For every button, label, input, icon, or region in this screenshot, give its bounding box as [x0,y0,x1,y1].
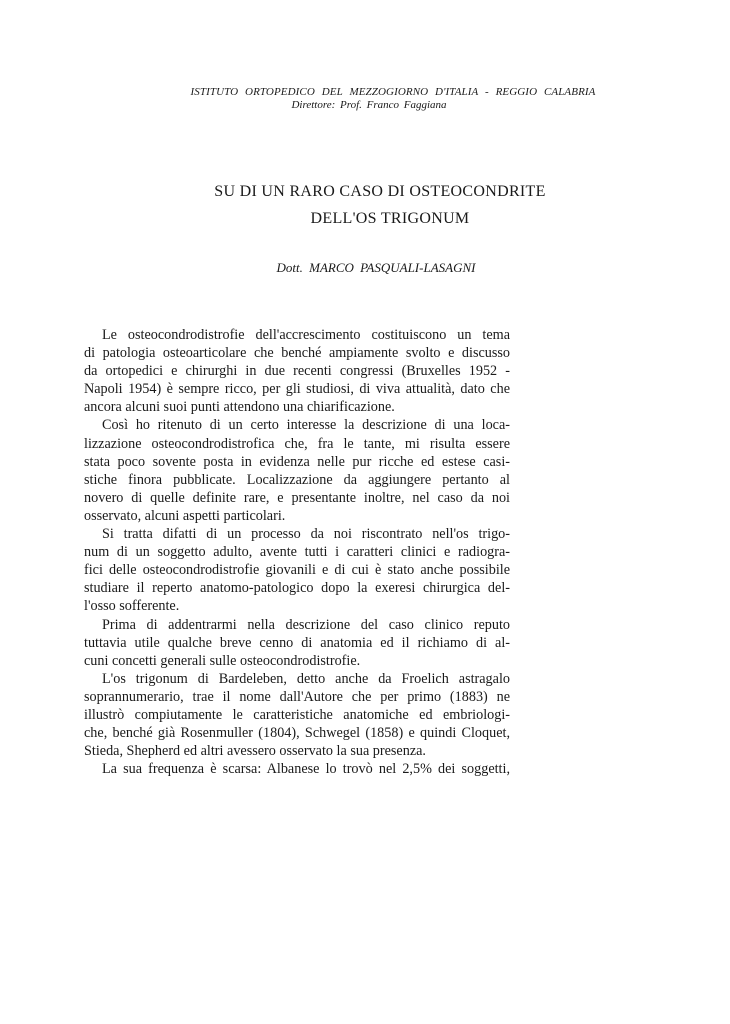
running-header [0,86,730,112]
text-line: Così ho ritenuto di un certo interesse la descrizione di una loca- [102,417,510,434]
text-line: lizzazione osteocondrodistrofica che, fra le tante, mi risulta essere [84,435,510,452]
text-line: stiche finora pubblicate. Localizzazione da aggiungere pertanto al [84,471,510,488]
text-line: Le osteocondrodistrofie dell'accrescimento costituiscono un tema [102,327,510,343]
paragraph [84,416,510,525]
text-line: novero di quelle definite rare, e presentante inoltre, nel caso da noi [84,489,510,506]
text-line: illustrò compiutamente le caratteristiche anatomiche ed embriologi- [84,706,510,723]
text-line: l'osso sofferente. [84,598,180,615]
text-line: da ortopedici e chirurghi in due recenti congressi (Bruxelles 1952 - [84,363,510,380]
text-line: osservato, alcuni aspetti particolari. [84,507,286,524]
text-line: tuttavia utile qualche breve cenno di anatomia ed il richiamo di al- [84,634,510,651]
text-line: fici delle osteocondrodistrofie giovanili e di cui è stato anche possibile [84,562,510,579]
title-line-2: DELL'OS TRIGONUM [310,210,470,227]
director-line: Direttore: Prof. Franco Faggiana [291,99,447,111]
text-line: stata poco sovente posta in evidenza nelle pur ricche ed estese casi- [84,453,510,470]
text-line: di patologia osteoarticolare che benché ampiamente svolto e discusso [84,345,510,362]
article-title [0,178,730,232]
text-line: ancora alcuni suoi punti attendono una chiarificazione. [84,399,395,416]
text-line: La sua frequenza è scarsa: Albanese lo trovò nel 2,5% dei soggetti, [102,761,510,778]
title-line-1: SU DI UN RARO CASO DI OSTEOCONDRITE [214,183,546,200]
text-line: Napoli 1954) è sempre ricco, per gli studiosi, di viva attualità, dato che [84,381,510,398]
institute-name: ISTITUTO ORTOPEDICO DEL MEZZOGIORNO D'ITALIA - REGGIO CALABRIA [190,86,596,98]
text-line: Stieda, Shepherd ed altri avessero osservato la sua presenza. [84,743,426,760]
text-line: num di un soggetto adulto, avente tutti i caratteri clinici e radiogra- [84,544,510,561]
text-line: che, benché già Rosenmuller (1804), Schwegel (1858) e quindi Cloquet, [84,725,510,742]
text-line: soprannumerario, trae il nome dall'Autore che per primo (1883) ne [84,688,510,705]
paragraph [84,670,510,760]
text-line: studiare il reperto anatomo-patologico dopo la exeresi chirurgica del- [84,580,510,597]
text-line: Prima di addentrarmi nella descrizione del caso clinico reputo [102,616,510,633]
text-line: L'os trigonum di Bardeleben, detto anche da Froelich astragalo [102,670,510,687]
paragraph [84,525,510,615]
author-line: Dott. MARCO PASQUALI-LASAGNI [276,260,476,275]
text-line: cuni concetti generali sulle osteocondrodistrofie. [84,652,361,669]
paragraph [84,326,510,416]
text-line: Si tratta difatti di un processo da noi riscontrato nell'os trigo- [102,526,510,543]
paragraph [84,760,510,778]
paragraph [84,616,510,670]
article-body [84,326,510,778]
